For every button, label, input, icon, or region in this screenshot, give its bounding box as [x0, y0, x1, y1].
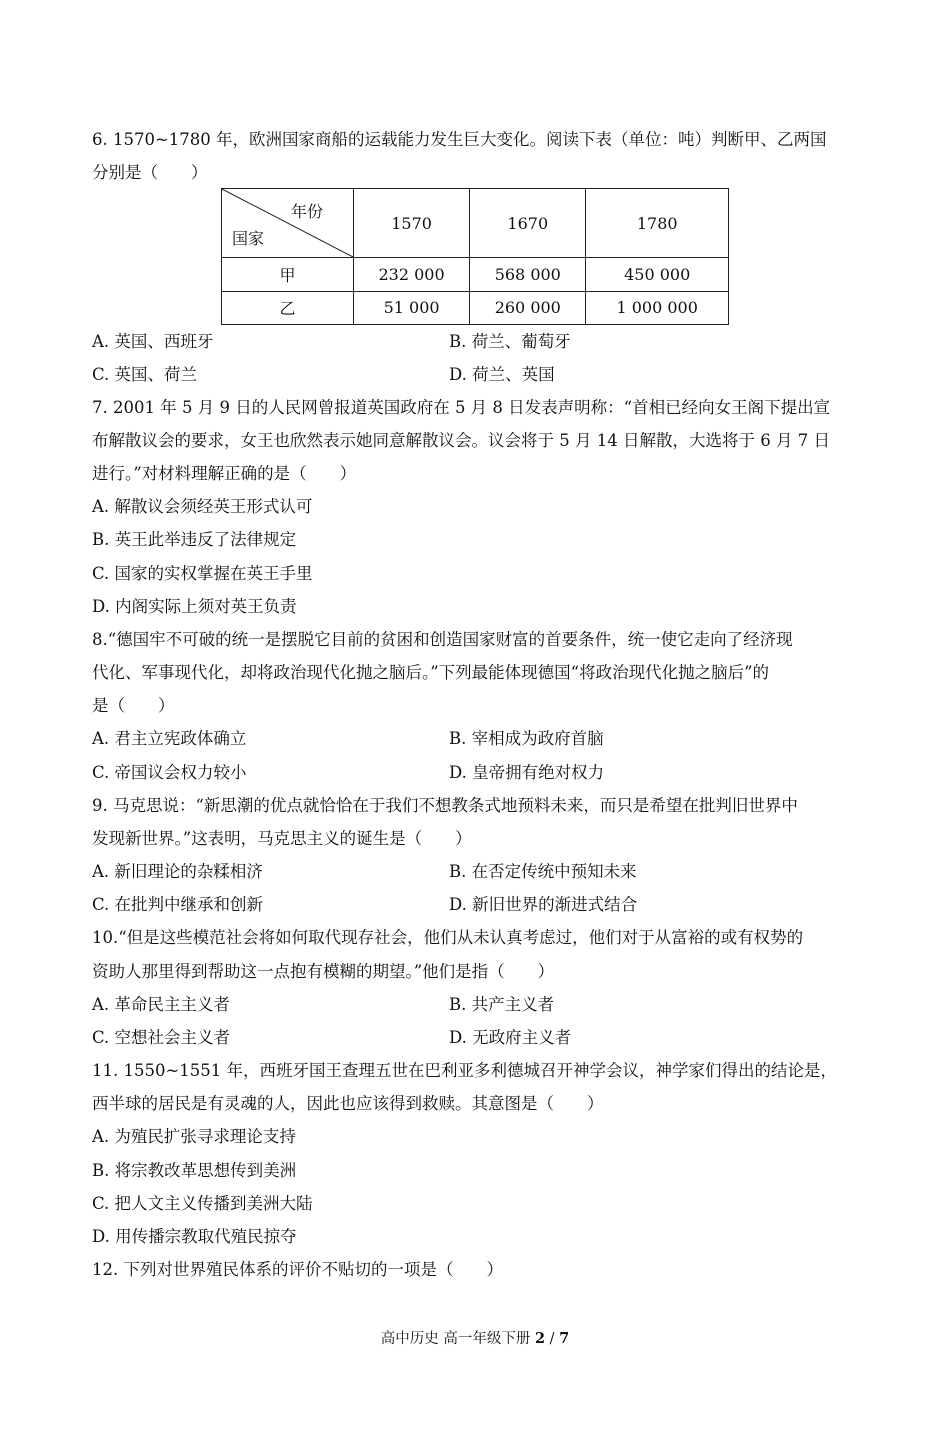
- footer-page-total: 7: [559, 1330, 570, 1347]
- footer-separator: /: [545, 1331, 560, 1347]
- q9-option-b: B. 在否定传统中预知未来: [449, 862, 637, 881]
- value-cell: 450 000: [586, 258, 729, 292]
- q7-stem-line1: 7. 2001 年 5 月 9 日的人民网曾报道英国政府在 5 月 8 日发表声明称：“首相已经向女王阁下提出宣: [92, 398, 831, 417]
- footer-page-number: 2: [534, 1330, 546, 1347]
- q9-option-c: C. 在批判中继承和创新: [92, 895, 264, 914]
- year-header: 1570: [354, 189, 470, 258]
- q10-option-d: D. 无政府主义者: [449, 1028, 572, 1047]
- year-header: 1670: [470, 189, 586, 258]
- q7-stem-line2: 布解散议会的要求，女王也欣然表示她同意解散议会。议会将于 5 月 14 日解散，大选将于 6 月 7 日: [92, 431, 830, 450]
- q10-stem-line1: 10.“但是这些模范社会将如何取代现存社会，他们从未认真考虑过，他们对于从富裕的或有权势的: [92, 928, 804, 947]
- value-cell: 568 000: [470, 258, 586, 292]
- q6-option-b: B. 荷兰、葡萄牙: [449, 332, 571, 351]
- q6-stem-line1: 6. 1570~1780 年，欧洲国家商船的运载能力发生巨大变化。阅读下表（单位：吨）判断甲、乙两国: [92, 130, 827, 149]
- q7-option-b: B. 英王此举违反了法律规定: [92, 530, 297, 549]
- value-cell: 260 000: [470, 291, 586, 325]
- q6-option-a: A. 英国、西班牙: [92, 332, 214, 351]
- q9-option-a: A. 新旧理论的杂糅相济: [92, 862, 263, 881]
- q8-option-a: A. 君主立宪政体确立: [92, 729, 247, 748]
- q8-stem-line1: 8.“德国牢不可破的统一是摆脱它目前的贫困和创造国家财富的首要条件，统一使它走向了经济现: [92, 630, 793, 649]
- q6-data-table: [221, 188, 729, 325]
- q8-stem-line2: 代化、军事现代化，却将政治现代化抛之脑后。”下列最能体现德国“将政治现代化抛之脑后”的: [92, 663, 770, 682]
- q7-option-c: C. 国家的实权掌握在英王手里: [92, 564, 313, 583]
- table-row: [222, 258, 729, 292]
- q8-option-d: D. 皇帝拥有绝对权力: [449, 763, 605, 782]
- q9-option-d: D. 新旧世界的渐进式结合: [449, 895, 638, 914]
- q7-stem-line3: 进行。”对材料理解正确的是（ ）: [92, 464, 357, 483]
- q10-option-b: B. 共产主义者: [449, 995, 555, 1014]
- q8-option-c: C. 帝国议会权力较小: [92, 763, 247, 782]
- q10-option-a: A. 革命民主主义者: [92, 995, 230, 1014]
- q10-option-c: C. 空想社会主义者: [92, 1028, 231, 1047]
- q6-stem-line2: 分别是（ ）: [92, 163, 208, 182]
- q6-option-c: C. 英国、荷兰: [92, 365, 198, 384]
- table-corner-cell: [222, 189, 354, 258]
- footer-subject: 高中历史 高一年级下册: [380, 1331, 535, 1347]
- q7-option-d: D. 内阁实际上须对英王负责: [92, 597, 297, 616]
- corner-label-year: 年份: [290, 202, 323, 221]
- value-cell: 1 000 000: [586, 291, 729, 325]
- year-header: 1780: [586, 189, 729, 258]
- country-cell: 乙: [222, 291, 354, 325]
- q8-stem-line3: 是（ ）: [92, 696, 175, 715]
- q9-stem-line1: 9. 马克思说：“新思潮的优点就恰恰在于我们不想教条式地预料未来，而只是希望在批判旧世界中: [92, 796, 798, 815]
- q9-stem-line2: 发现新世界。”这表明，马克思主义的诞生是（ ）: [92, 829, 472, 848]
- q6-option-d: D. 荷兰、英国: [449, 365, 555, 384]
- value-cell: 51 000: [354, 291, 470, 325]
- q8-option-b: B. 宰相成为政府首脑: [449, 729, 604, 748]
- q11-option-d: D. 用传播宗教取代殖民掠夺: [92, 1227, 297, 1246]
- q10-stem-line2: 资助人那里得到帮助这一点抱有模糊的期望。”他们是指（ ）: [92, 962, 555, 981]
- table-header-row: [222, 189, 729, 258]
- q11-stem-line1: 11. 1550~1551 年，西班牙国王查理五世在巴利亚多利德城召开神学会议，神学家们得出的结论是，: [92, 1061, 838, 1080]
- page-footer: [0, 1327, 950, 1348]
- value-cell: 232 000: [354, 258, 470, 292]
- country-cell: 甲: [222, 258, 354, 292]
- q12-stem-line1: 12. 下列对世界殖民体系的评价不贴切的一项是（ ）: [92, 1260, 503, 1279]
- q11-option-a: A. 为殖民扩张寻求理论支持: [92, 1127, 296, 1146]
- q11-option-c: C. 把人文主义传播到美洲大陆: [92, 1194, 313, 1213]
- q11-stem-line2: 西半球的居民是有灵魂的人，因此也应该得到救赎。其意图是（ ）: [92, 1094, 604, 1113]
- table-row: [222, 291, 729, 325]
- corner-label-country: 国家: [232, 229, 265, 248]
- q11-option-b: B. 将宗教改革思想传到美洲: [92, 1161, 297, 1180]
- q7-option-a: A. 解散议会须经英王形式认可: [92, 497, 313, 516]
